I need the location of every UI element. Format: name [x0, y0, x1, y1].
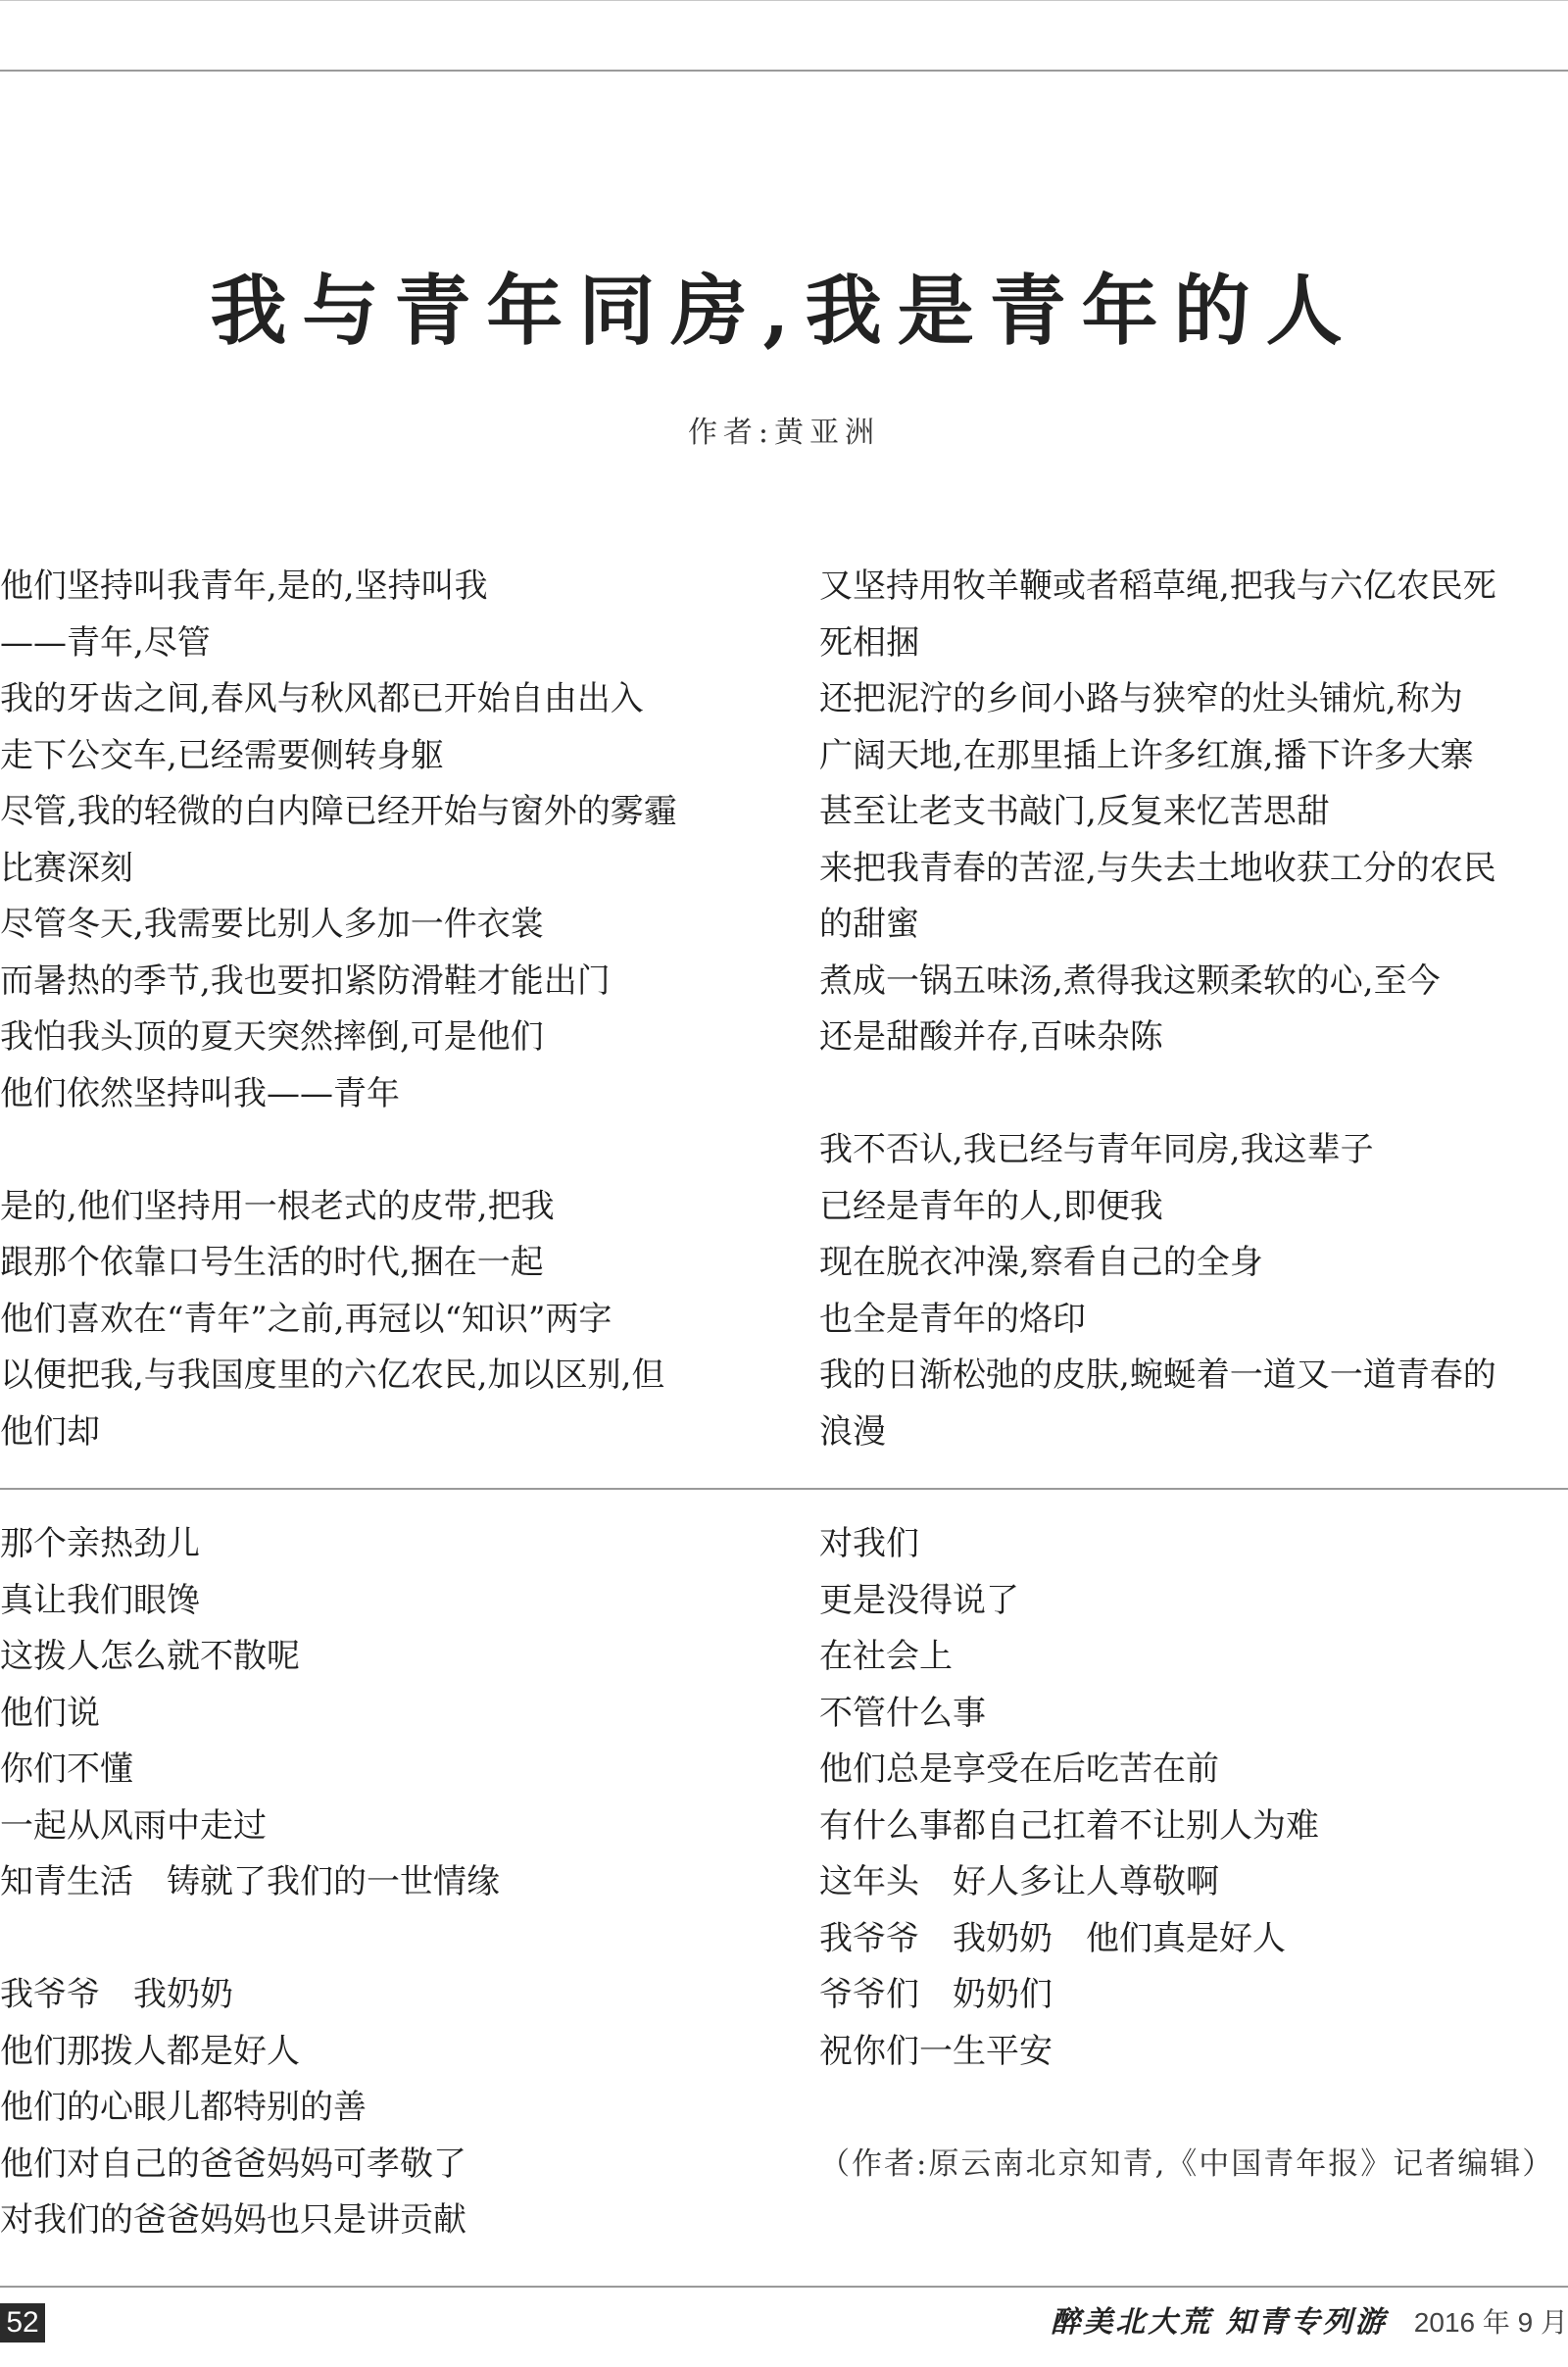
- poem-line: 我怕我头顶的夏天突然摔倒,可是他们: [0, 1017, 544, 1057]
- poem-line: 煮成一锅五味汤,煮得我这颗柔软的心,至今: [819, 961, 1441, 1001]
- footer-info: [1051, 2303, 1568, 2342]
- poem-line: 比赛深刻: [0, 848, 133, 888]
- author-byline: 作者:黄亚洲: [687, 416, 881, 450]
- poem-line: 对我们: [819, 1524, 919, 1563]
- poem-line: 有什么事都自己扛着不让别人为难: [819, 1805, 1319, 1846]
- poem-line: 以便把我,与我国度里的六亿农民,加以区别,但: [0, 1356, 665, 1395]
- page-title: 我与青年同房,我是青年的人: [210, 267, 1358, 356]
- poem-line: 他们依然坚持叫我——青年: [0, 1073, 400, 1113]
- poem-line: 更是没得说了: [819, 1580, 1019, 1620]
- poem-line: 我爷爷 我奶奶 他们真是好人: [819, 1918, 1286, 1958]
- poem-line: 他们喜欢在“青年”之前,再冠以“知识”两字: [0, 1299, 612, 1339]
- poem-line: 还是甜酸并存,百味杂陈: [819, 1017, 1163, 1057]
- poem-line: 而暑热的季节,我也要扣紧防滑鞋才能出门: [0, 961, 611, 1001]
- poem-line: 他们坚持叫我青年,是的,坚持叫我: [0, 567, 488, 606]
- poem-line: 他们说: [0, 1693, 100, 1733]
- poem1-right-column: [819, 559, 1568, 1460]
- poem-line: 我爷爷 我奶奶: [0, 1975, 233, 2014]
- poem2-left-column: [0, 1516, 755, 2249]
- poem-line: 甚至让老支书敲门,反复来忆苦思甜: [819, 792, 1330, 831]
- poem-line: 来把我青春的苦涩,与失去土地收获工分的农民: [819, 848, 1496, 888]
- poem-line: 广阔天地,在那里插上许多红旗,播下许多大寨: [819, 735, 1474, 775]
- poem-line: 他们却: [0, 1411, 100, 1452]
- header-rule: [0, 70, 1568, 72]
- poem-line: 他们总是享受在后吃苦在前: [819, 1750, 1219, 1789]
- poem-line: 知青生活 铸就了我们的一世情缘: [0, 1862, 500, 1901]
- page-number: 52: [0, 2303, 45, 2342]
- poem-line: 他们对自己的爸爸妈妈可孝敬了: [0, 2144, 466, 2184]
- poem-line: 现在脱衣冲澡,察看自己的全身: [819, 1243, 1263, 1282]
- poem-line: 死相捆: [819, 622, 919, 663]
- poem-line: 这拨人怎么就不散呢: [0, 1637, 300, 1676]
- poem-line: 祝你们一生平安: [819, 2031, 1053, 2071]
- poem-line: 浪漫: [819, 1411, 886, 1452]
- poem-line: 也全是青年的烙印: [819, 1299, 1086, 1339]
- poem2-right-column: [819, 1516, 1568, 2193]
- poem-line: 不管什么事: [819, 1693, 986, 1733]
- poem-line: 我的牙齿之间,春风与秋风都已开始自由出入: [0, 679, 644, 718]
- stanza-break: [819, 1066, 1568, 1123]
- poem-line: 已经是青年的人,即便我: [819, 1186, 1163, 1226]
- poem-line: 我的日渐松弛的皮肤,蜿蜒着一道又一道青春的: [819, 1356, 1496, 1395]
- poem-line: 的甜蜜: [819, 905, 919, 944]
- poem-line: 在社会上: [819, 1637, 953, 1676]
- poem-line: 尽管,我的轻微的白内障已经开始与窗外的雾霾: [0, 792, 677, 831]
- poem-line: 你们不懂: [0, 1750, 133, 1789]
- magazine-name: 醉美北大荒 知青专列游: [1051, 2305, 1388, 2340]
- top-border: [0, 0, 1568, 1]
- poem-line: 爷爷们 奶奶们: [819, 1975, 1053, 2014]
- author-note: （作者:原云南北京知青,《中国青年报》记者编辑）: [819, 2145, 1555, 2182]
- poem-line: 那个亲热劲儿: [0, 1524, 200, 1563]
- poem-line: 跟那个依靠口号生活的时代,捆在一起: [0, 1243, 544, 1282]
- poem-line: ——青年,尽管: [0, 622, 211, 663]
- poem-line: 对我们的爸爸妈妈也只是讲贡献: [0, 2200, 466, 2240]
- poem-line: 又坚持用牧羊鞭或者稻草绳,把我与六亿农民死: [819, 567, 1496, 606]
- poem-line: 真让我们眼馋: [0, 1580, 200, 1620]
- footer-rule: [0, 2286, 1568, 2288]
- poem1-left-column: [0, 559, 755, 1460]
- section-divider: [0, 1488, 1568, 1490]
- poem-line: 他们的心眼儿都特别的善: [0, 2088, 367, 2127]
- stanza-break: [819, 2080, 1568, 2137]
- poem-line: 走下公交车,已经需要侧转身躯: [0, 735, 444, 775]
- issue-date: 2016 年 9 月: [1413, 2307, 1568, 2338]
- poem-line: 是的,他们坚持用一根老式的皮带,把我: [0, 1186, 555, 1226]
- poem-line: 尽管冬天,我需要比别人多加一件衣裳: [0, 905, 544, 944]
- poem-line: 一起从风雨中走过: [0, 1805, 267, 1846]
- poem-line: 这年头 好人多让人尊敬啊: [819, 1862, 1219, 1901]
- poem-line: 还把泥泞的乡间小路与狭窄的灶头铺炕,称为: [819, 679, 1463, 718]
- poem-line: 他们那拨人都是好人: [0, 2031, 300, 2071]
- poem-line: 我不否认,我已经与青年同房,我这辈子: [819, 1130, 1374, 1169]
- stanza-break: [0, 1911, 755, 1968]
- stanza-break: [0, 1122, 755, 1179]
